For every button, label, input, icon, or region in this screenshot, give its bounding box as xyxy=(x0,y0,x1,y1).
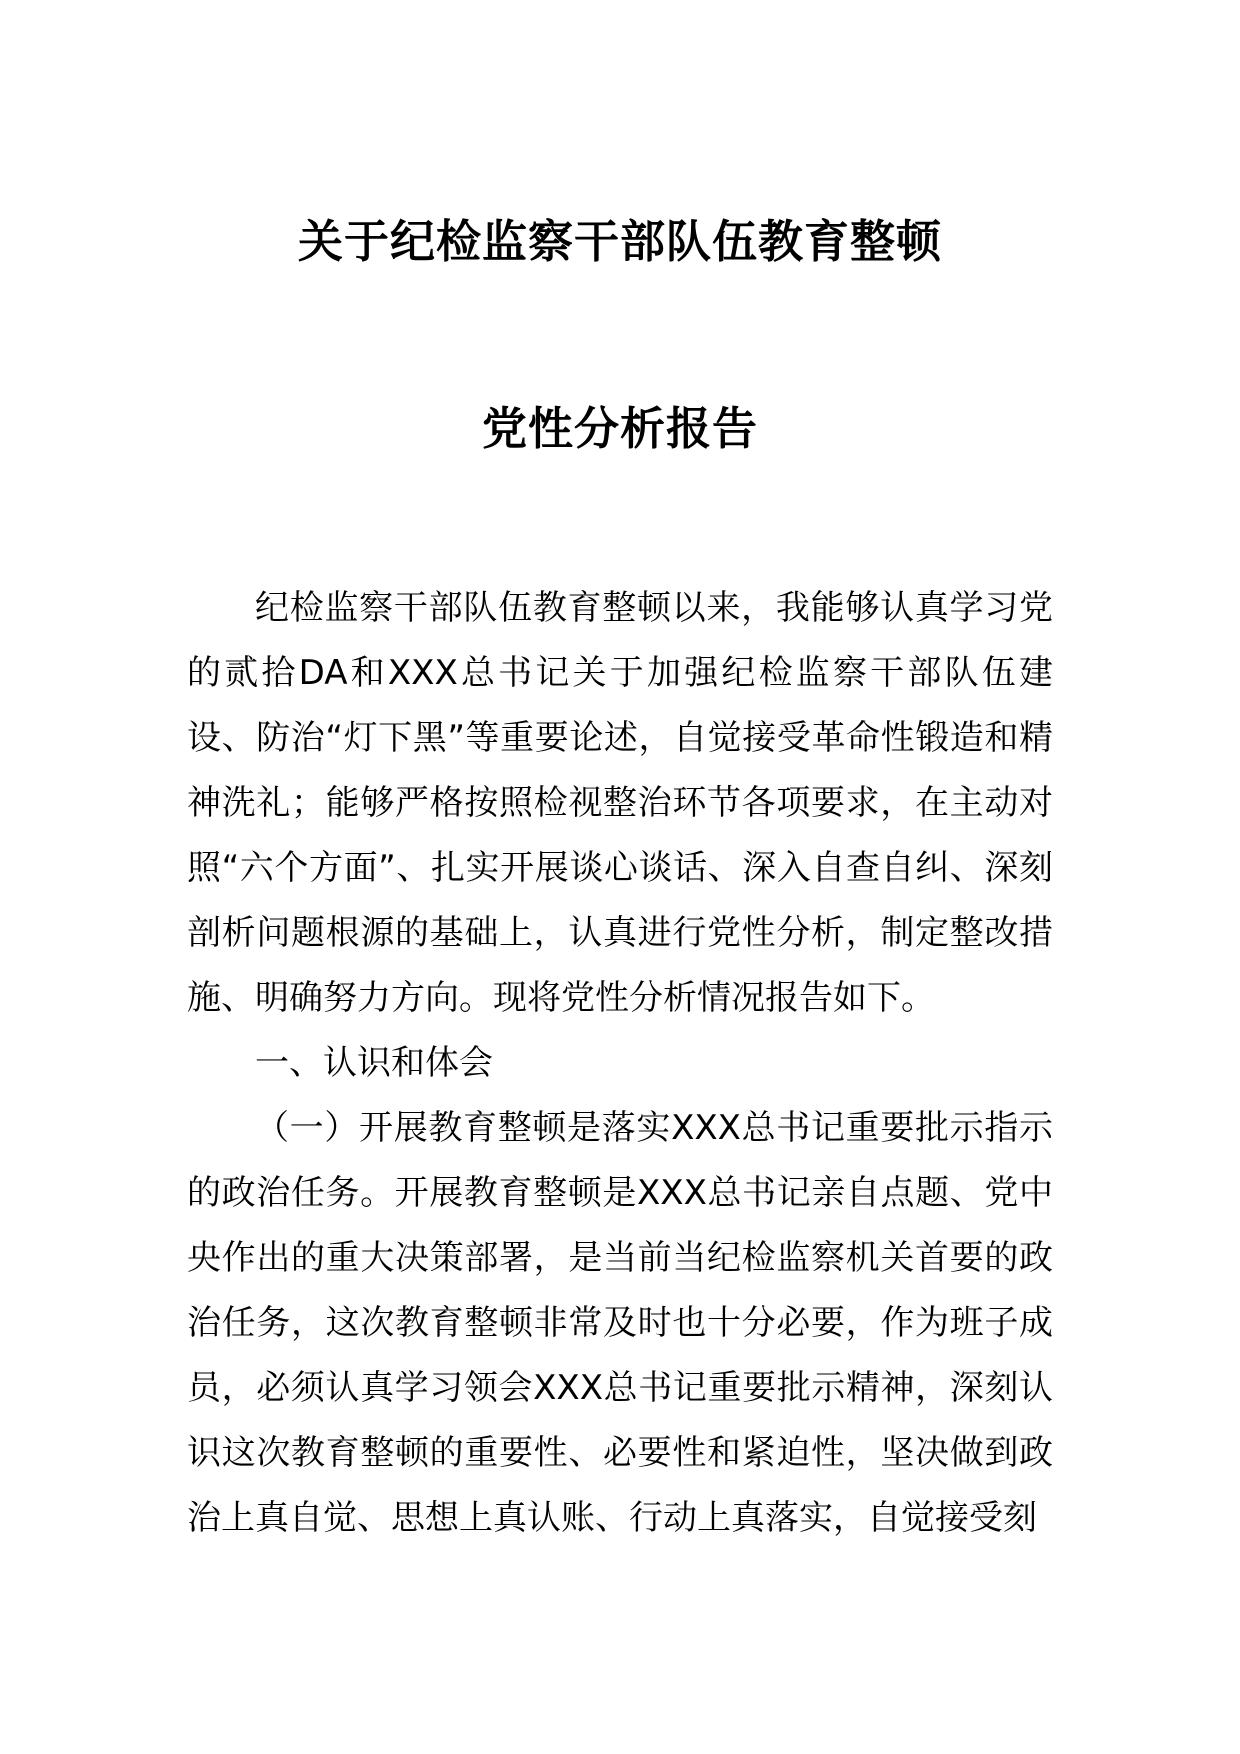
document-body xyxy=(187,576,1053,1551)
paragraph-section-1-1: （一）开展教育整顿是落实XXX总书记重要批示指示的政治任务。开展教育整顿是XXX总书记亲自点题、党中央作出的重大决策部署，是当前当纪检监察机关首要的政治任务，这次教育整顿非常及时也十分必要，作为班子成员，必须认真学习领会XXX总书记重要批示精神，深刻认识这次教育整顿的重要性、必要性和紧迫性，坚决做到政治上真自觉、思想上真认账、行动上真落实，自觉接受刻 xyxy=(187,1108,1053,1538)
document-title-line-2: 党性分析报告 xyxy=(481,402,758,455)
document-title-line-1: 关于纪检监察干部队伍教育整顿 xyxy=(297,215,942,268)
paragraph-intro: 纪检监察干部队伍教育整顿以来，我能够认真学习党的贰拾DA和XXX总书记关于加强纪检监察干部队伍建设、防治“灯下黑”等重要论述，自觉接受革命性锻造和精神洗礼；能够严格按照检视整治环节各项要求，在主动对照“六个方面”、扎实开展谈心谈话、深入自查自纠、深刻剖析问题根源的基础上，认真进行党性分析，制定整改措施、明确努力方向。现将党性分析情况报告如下。 xyxy=(187,588,1053,1018)
section-heading-1: 一、认识和体会 xyxy=(255,1043,493,1083)
